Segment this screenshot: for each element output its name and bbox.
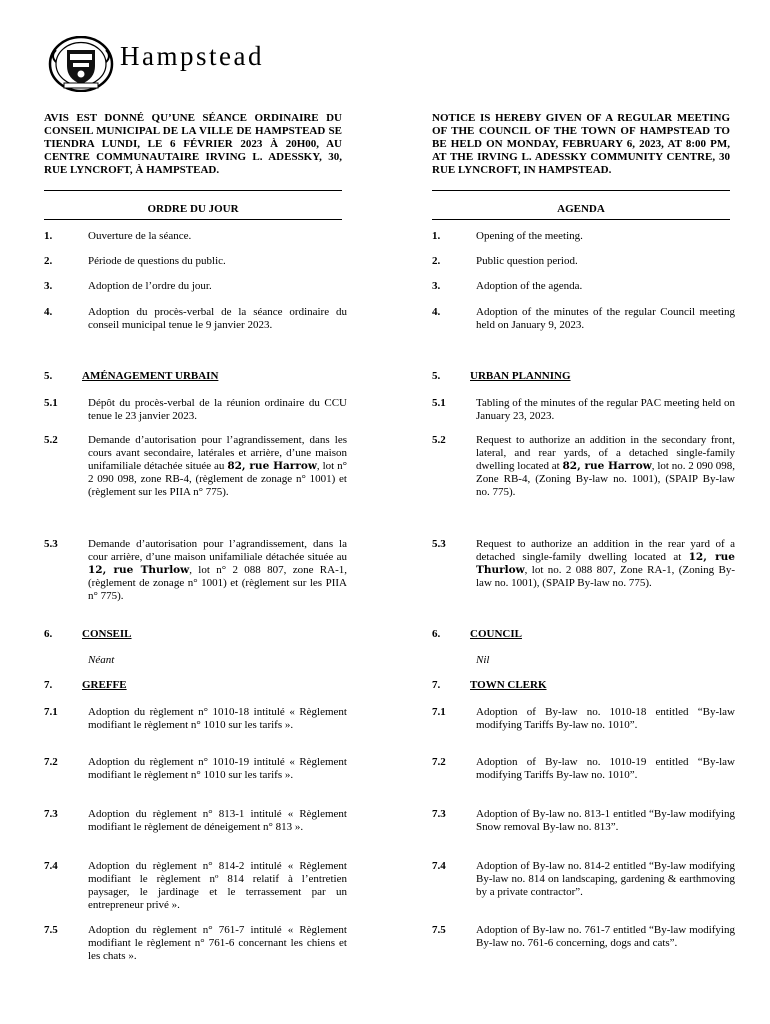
agenda-title: AGENDA bbox=[557, 203, 605, 215]
notice-text: AVIS EST DONNÉ QU’UNE SÉANCE ORDINAIRE DU CONSEIL MUNICIPAL DE LA VILLE DE HAMPSTEAD SE TIENDRA LUNDI, LE 6 FÉVRIER 2023 À 20H00, AU CENTRE COMMUNAUTAIRE IRVING L. ADESSKY, 30, RUE LYNCROFT, À HAMPSTEAD. bbox=[44, 112, 342, 191]
notice-text: NOTICE IS HEREBY GIVEN OF A REGULAR MEETING OF THE COUNCIL OF THE TOWN OF HAMPSTEAD TO BE HELD ON MONDAY, FEBRUARY 6, 2023, AT 8:00 PM, AT THE IRVING L. ADESSKY COMMUNITY CENTRE, 30 RUE LYNCROFT, IN HAMPSTEAD. bbox=[432, 112, 730, 191]
divider bbox=[432, 219, 730, 220]
nil-note: Néant bbox=[88, 654, 115, 666]
hampstead-crest-logo bbox=[48, 36, 114, 92]
divider bbox=[44, 219, 342, 220]
english-column: NOTICE IS HEREBY GIVEN OF A REGULAR MEETING OF THE COUNCIL OF THE TOWN OF HAMPSTEAD TO BE HELD ON MONDAY, FEBRUARY 6, 2023, AT 8:00 PM, AT THE IRVING L. ADESSKY COMMUNITY CENTRE, 30 RUE LYNCROFT, IN HAMPSTEAD. AGENDA 1. Opening of the meeting. 2. Public question period. 3. Adoption of the agenda. 4. Adoption of the minutes of the regular Council meeting held on January 9, 2023. 5. URBAN PLANNING 5.1 Tabling of the minutes of the regular PAC meeting held on January 23, 2023. 5.2 Request to authorize an addition in the secondary front, lateral, and rear yards, of a detached single-family dwelling located at 82, rue Harrow, lot no. 2 090 098, Zone RB-4, (Zoning By-law no. 1001), (SPAIP By-law no. 775). 5.3 Request to authorize an addition in the rear yard of a detached single-family dwelling located at 12, rue Thurlow, lot no. 2 088 807, Zone RA-1, (Zoning By-law no. 1001), (SPAIP By-law no. 775). 6. COUNCIL Nil 7. TOWN CLERK 7.1 Adoption of By-law no. 1010-18 entitled “By-law modifying Tariffs By-law no. 1010”. 7.2 Adoption of By-law no. 1010-19 entitled “By-law modifying Tariffs By-law no. 1010”. 7.3 Adoption of By-law no. 813-1 entitled “By-law modifying Snow removal By-law no. 813”. 7.4 Adoption of By-law no. 814-2 entitled “By-law modifying By-law no. 814 on landscaping, gardening & earthmoving by a private contractor”. 7.5 Adoption of By-law no. 761-7 entitled “By-law modifying By-law no. 761-6 concerning, dogs and cats”. bbox=[432, 112, 735, 949]
agenda-title: ORDRE DU JOUR bbox=[147, 203, 239, 215]
french-column: AVIS EST DONNÉ QU’UNE SÉANCE ORDINAIRE DU CONSEIL MUNICIPAL DE LA VILLE DE HAMPSTEAD SE TIENDRA LUNDI, LE 6 FÉVRIER 2023 À 20H00, AU CENTRE COMMUNAUTAIRE IRVING L. ADESSKY, 30, RUE LYNCROFT, À HAMPSTEAD. ORDRE DU JOUR 1. Ouverture de la séance. 2. Période de questions du public. 3. Adoption de l’ordre du jour. 4. Adoption du procès-verbal de la séance ordinaire du conseil municipal tenue le 9 janvier 2023. 5. AMÉNAGEMENT URBAIN 5.1 Dépôt du procès-verbal de la réunion ordinaire du CCU tenue le 23 janvier 2023. 5.2 Demande d’autorisation pour l’agrandissement, dans les cours avant secondaire, latérales et arrière, d’une maison unifamiliale détachée située au 82, rue Harrow, lot n° 2 090 098, zone RB-4, (règlement de zonage n° 1001) et (règlement sur les PIIA n° 775). 5.3 Demande d’autorisation pour l’agrandissement, dans la cour arrière, d’une maison unifamiliale détachée située au 12, rue Thurlow, lot n° 2 088 807, zone RA-1, (règlement de zonage n° 1001) et (règlement sur les PIIA n° 775). 6. CONSEIL Néant 7. GREFFE 7.1 Adoption du règlement n° 1010-18 intitulé « Règlement modifiant le règlement n° 1010 sur les tarifs ». 7.2 Adoption du règlement n° 1010-19 intitulé « Règlement modifiant le règlement n° 1010 sur les tarifs ». 7.3 Adoption du règlement n° 813-1 intitulé « Règlement modifiant le règlement de déneigement n° 813 ». 7.4 Adoption du règlement n° 814-2 intitulé « Règlement modifiant le règlement nº 814 relatif à l’entretien paysager, le jardinage et le terrassement par un entrepreneur privé ». 7.5 Adoption du règlement n° 761-7 intitulé « Règlement modifiant le règlement n° 761-6 concernant les chiens et les chats ». bbox=[44, 112, 347, 962]
brand-wordmark: Hampstead bbox=[120, 41, 264, 71]
header bbox=[48, 36, 348, 92]
nil-note: Nil bbox=[476, 654, 490, 666]
